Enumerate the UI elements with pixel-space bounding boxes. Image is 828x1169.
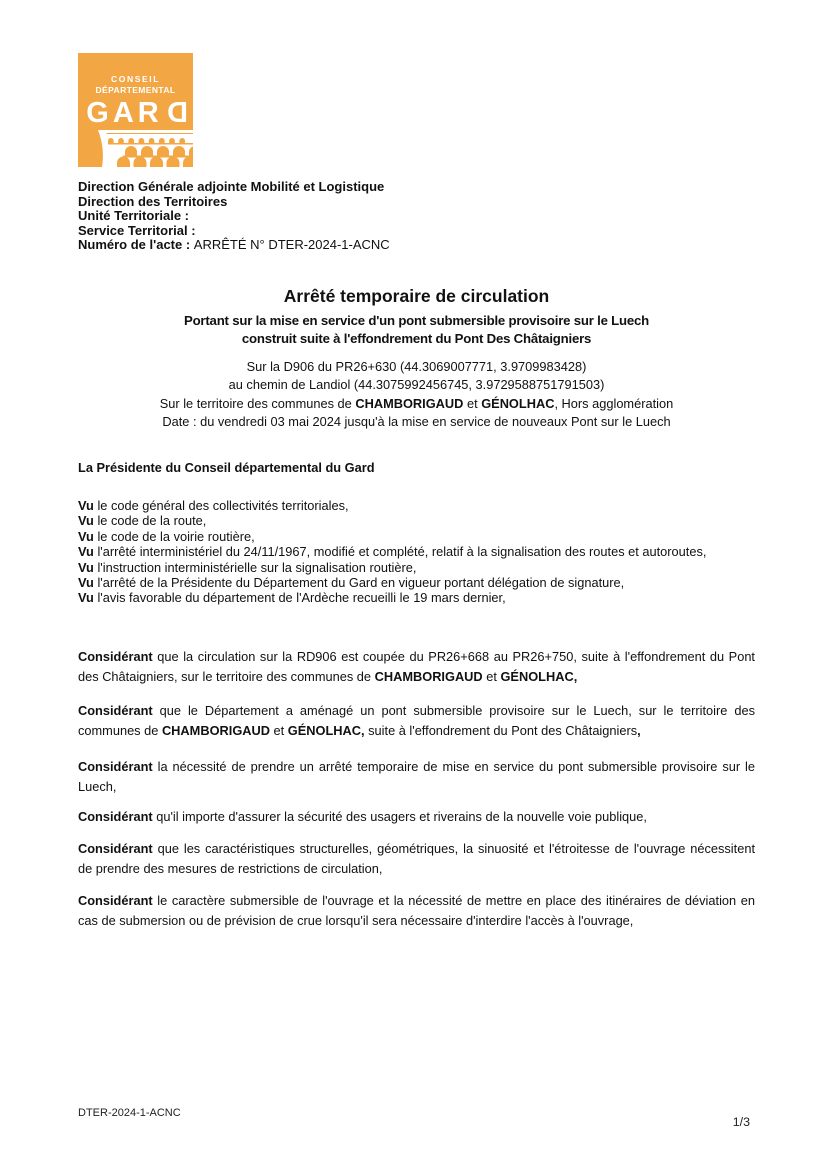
text-run: le caractère submersible de l'ouvrage et la nécessité de mettre en place des itinéraires de déviation en cas de submersion ou de prévision de crue lorsqu'il sera nécessaire d'interdire l'accès à l'ouvrage,: [78, 893, 755, 928]
bold-text-run: CHAMBORIGAUD: [355, 395, 464, 411]
bold-text-run: Direction des Territoires: [78, 193, 228, 209]
location-line: [78, 358, 755, 376]
location-block: [78, 358, 755, 431]
text-run: Date : du vendredi 03 mai 2024 jusqu'à la mise en service de nouveaux Pont sur le Luech: [162, 413, 671, 429]
header-line: [78, 195, 390, 210]
text-run: Sur le territoire des communes de: [159, 395, 356, 411]
text-run: le code de la route,: [93, 513, 207, 529]
header-line: [78, 238, 390, 253]
considerant-paragraph: [78, 647, 755, 687]
bold-text-run: GÉNOLHAC,: [500, 669, 578, 684]
footer-page-number: 1/3: [732, 1115, 750, 1129]
bold-text-run: ,: [637, 723, 641, 738]
text-run: le code de la voirie routière,: [93, 528, 255, 544]
logo-org-line1: CONSEIL: [111, 74, 160, 84]
bold-text-run: Unité Territoriale :: [78, 208, 190, 224]
bold-text-run: GÉNOLHAC,: [287, 723, 365, 738]
bold-text-run: Vu: [78, 590, 94, 606]
location-line: [78, 395, 755, 413]
aqueduct-icon: [96, 130, 193, 167]
header-line: [78, 224, 390, 239]
text-run: GAR: [86, 97, 163, 129]
header-info-block: [78, 180, 390, 253]
considerant-paragraph: [78, 839, 755, 879]
text-run: que la circulation sur la RD906 est coupée du PR26+668 au PR26+750, suite à l'effondrement du Pont des Châtaigniers, sur le territoire des communes de: [78, 649, 755, 684]
header-line: [78, 180, 390, 195]
text-run: et: [482, 669, 501, 684]
vu-block: [78, 496, 755, 608]
considerant-paragraph: [78, 891, 755, 931]
considerant-paragraph: [78, 807, 755, 827]
doc-title: Arrêté temporaire de circulation: [283, 286, 550, 306]
bold-text-run: Vu: [78, 559, 94, 575]
bold-text-run: Considérant: [78, 841, 153, 856]
doc-subtitle-line: construit suite à l'effondrement du Pont Des Châtaigniers: [241, 331, 592, 347]
gard-department-logo: [78, 53, 193, 167]
text-run: l'arrêté interministériel du 24/11/1967, modifié et complété, relatif à la signalisation des routes et autoroutes,: [93, 544, 707, 560]
text-run: ARRÊTÉ N° DTER-2024-1-ACNC: [193, 237, 390, 253]
bold-text-run: Considérant: [78, 809, 153, 824]
location-line: [78, 413, 755, 431]
text-run: suite à l'effondrement du Pont des Châtaigniers: [364, 723, 638, 738]
header-line: [78, 209, 390, 224]
doc-subtitle-line: Portant sur la mise en service d'un pont submersible provisoire sur le Luech: [183, 313, 650, 328]
bold-text-run: Vu: [78, 528, 94, 544]
location-line: [78, 376, 755, 394]
text-run: l'instruction interministérielle sur la signalisation routière,: [93, 559, 417, 575]
footer-doc-reference: DTER-2024-1-ACNC: [78, 1107, 181, 1119]
text-run: Sur la D906 du PR26+630 (44.3069007771, 3.9709983428): [246, 359, 587, 374]
logo-org-line2: DÉPARTEMENTAL: [95, 85, 176, 95]
salutation: La Présidente du Conseil départemental du Gard: [78, 460, 375, 475]
bold-text-run: Direction Générale adjointe Mobilité et Logistique: [78, 179, 385, 194]
bold-text-run: Considérant: [78, 703, 153, 718]
bold-text-run: Considérant: [78, 893, 153, 908]
text-run: et: [463, 395, 482, 411]
bold-text-run: CHAMBORIGAUD: [374, 669, 483, 684]
text-run: que les caractéristiques structurelles, géométriques, la sinuosité et l'étroitesse de l'ouvrage nécessitent de prendre des mesures de restrictions de circulation,: [78, 841, 755, 876]
bold-text-run: Vu: [78, 513, 94, 529]
logo-gard-wordmark: [78, 97, 193, 129]
text-run: , Hors agglomération: [554, 395, 674, 411]
bold-text-run: Vu: [78, 575, 94, 591]
text-run: le code général des collectivités territoriales,: [93, 498, 349, 513]
considerant-block: [78, 647, 755, 931]
bold-text-run: Vu: [78, 498, 94, 513]
text-run: D: [162, 97, 188, 129]
text-run: et: [270, 723, 288, 738]
bold-text-run: GÉNOLHAC: [481, 395, 555, 411]
text-run: l'avis favorable du département de l'Ardèche recueilli le 19 mars dernier,: [93, 590, 506, 606]
title-block: [78, 285, 755, 349]
bold-text-run: Considérant: [78, 759, 153, 774]
text-run: au chemin de Landiol (44.3075992456745, 3.9729588751791503): [228, 377, 605, 393]
text-run: la nécessité de prendre un arrêté temporaire de mise en service du pont submersible provisoire sur le Luech,: [78, 759, 755, 794]
text-run: qu'il importe d'assurer la sécurité des usagers et riverains de la nouvelle voie publique,: [152, 809, 647, 824]
bold-text-run: Vu: [78, 544, 94, 560]
text-run: que le Département a aménagé un pont submersible provisoire sur le Luech, sur le territoire des communes de: [78, 703, 755, 738]
bold-text-run: Numéro de l'acte :: [78, 237, 194, 253]
bold-text-run: Service Territorial :: [78, 222, 196, 238]
doc-subtitle-block: [78, 312, 755, 349]
text-run: l'arrêté de la Présidente du Département du Gard en vigueur portant délégation de signature,: [93, 575, 625, 591]
considerant-paragraph: [78, 701, 755, 741]
considerant-paragraph: [78, 757, 755, 797]
vu-item: [78, 588, 755, 608]
bold-text-run: CHAMBORIGAUD: [161, 723, 270, 738]
bold-text-run: Considérant: [78, 649, 153, 664]
